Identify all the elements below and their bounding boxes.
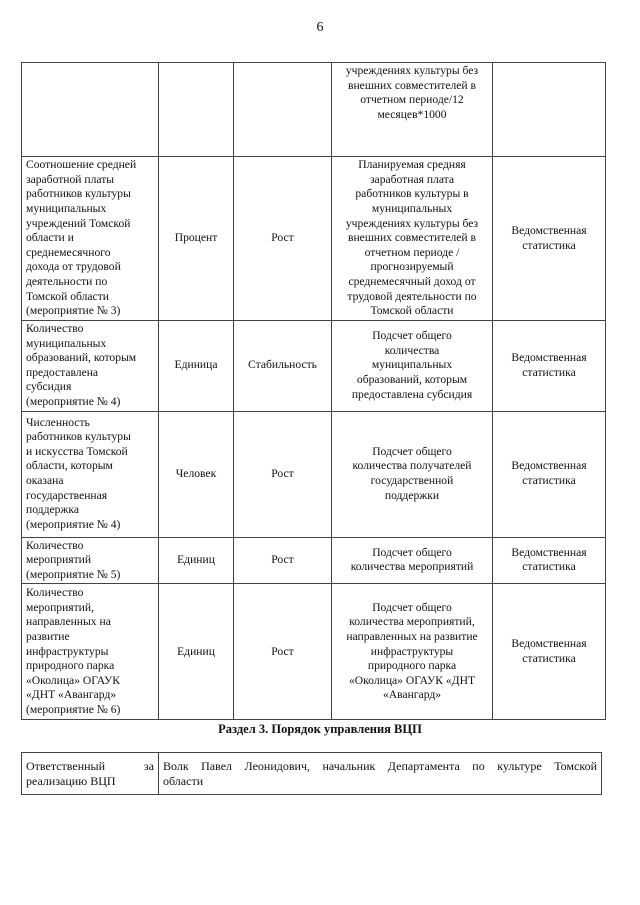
indicator-name-line: (мероприятие № 4): [26, 517, 121, 531]
method-line: поддержки: [384, 488, 440, 502]
source-cell: [493, 411, 606, 537]
unit-cell: Единиц: [159, 584, 234, 720]
responsible-value-line2: области: [163, 773, 204, 788]
indicator-name-line: мероприятий: [26, 553, 92, 567]
page-number: 6: [316, 20, 324, 35]
indicator-name-line: Количество: [26, 322, 84, 335]
table-row: [22, 63, 606, 157]
indicator-name-line: поддержка: [26, 503, 80, 517]
method-line: государственной: [370, 474, 454, 488]
method-line: отчетном периоде /: [364, 245, 460, 259]
indicator-name-line: области, которым: [26, 459, 113, 473]
source-line: Ведомственная: [511, 351, 587, 365]
table-row: [22, 411, 606, 537]
indicator-name-line: мероприятий,: [26, 600, 94, 614]
indicator-name-line: Количество: [26, 538, 84, 552]
indicator-name-cell: [22, 537, 159, 584]
indicator-name-line: Количество: [26, 586, 84, 600]
unit-cell: [159, 63, 234, 157]
method-line: «Авангард»: [382, 688, 442, 702]
method-cell: [332, 321, 493, 412]
indicator-name-line: субсидия: [26, 380, 72, 394]
method-line: «Околица» ОГАУК «ДНТ: [348, 673, 476, 687]
method-line: работников культуры в: [355, 187, 469, 201]
indicator-name-line: природного парка: [26, 659, 115, 673]
source-line: Ведомственная: [511, 545, 587, 559]
responsible-label-line2: реализацию ВЦП: [26, 773, 116, 788]
method-line: количества получателей: [352, 459, 472, 473]
indicator-name-line: «Околица» ОГАУК: [26, 673, 120, 687]
indicator-name-line: государственная: [26, 488, 108, 502]
responsible-label: [22, 753, 159, 795]
method-line: Подсчет общего: [372, 329, 452, 343]
method-cell: [332, 157, 493, 321]
indicator-name-line: муниципальных: [26, 202, 107, 216]
unit-cell: Единиц: [159, 537, 234, 584]
source-line: Ведомственная: [511, 223, 587, 237]
method-line: месяцев*1000: [377, 107, 447, 121]
indicator-name-line: (мероприятие № 5): [26, 567, 121, 581]
method-line: муниципальных: [371, 358, 453, 372]
table-row: [22, 584, 606, 720]
method-line: среднемесячный доход от: [348, 274, 476, 288]
indicator-name-line: среднемесячного: [26, 245, 111, 259]
indicator-name-cell: [22, 157, 159, 321]
source-line: статистика: [522, 238, 576, 252]
method-line: количества мероприятий: [350, 560, 474, 574]
indicator-name-line: образований, которым: [26, 351, 137, 365]
indicator-name-cell: [22, 584, 159, 720]
indicator-name-cell: [22, 63, 159, 157]
indicator-name-line: муниципальных: [26, 336, 107, 350]
source-line: статистика: [522, 651, 576, 665]
source-cell: [493, 157, 606, 321]
indicator-name-line: (мероприятие № 6): [26, 702, 121, 716]
table-row: [22, 537, 606, 584]
indicators-table: [21, 62, 606, 720]
indicator-name-line: предоставлена: [26, 365, 99, 379]
method-line: учреждениях культуры без: [345, 64, 479, 77]
indicator-name-line: деятельности по: [26, 274, 108, 288]
table-row: [22, 321, 606, 412]
method-line: природного парка: [367, 659, 457, 673]
source-cell: [493, 321, 606, 412]
method-line: инфраструктуры: [370, 644, 454, 658]
method-line: Томской области: [370, 304, 454, 318]
method-line: Подсчет общего: [372, 600, 452, 614]
method-line: Планируемая средняя: [358, 158, 466, 172]
indicator-name-line: учреждений Томской: [26, 216, 131, 230]
method-line: предоставлена субсидия: [351, 387, 473, 401]
indicator-name-line: Томской области: [26, 289, 109, 303]
method-cell: [332, 537, 493, 584]
method-line: направленных на развитие: [346, 629, 478, 643]
source-line: статистика: [522, 560, 576, 574]
source-cell: [493, 63, 606, 157]
indicator-name-cell: [22, 321, 159, 412]
method-cell: [332, 63, 493, 157]
management-table: [21, 752, 602, 795]
responsible-value-line1: Волк Павел Леонидович, начальник Департамента по культуре Томской: [163, 759, 597, 773]
unit-cell: Человек: [159, 411, 234, 537]
indicator-name-cell: [22, 411, 159, 537]
trend-cell: Рост: [234, 537, 332, 584]
source-cell: [493, 584, 606, 720]
method-line: учреждениях культуры без: [345, 216, 479, 230]
method-cell: [332, 584, 493, 720]
responsible-row: [22, 753, 602, 795]
method-line: количества мероприятий,: [349, 615, 475, 629]
indicator-name-line: заработной платы: [26, 172, 115, 186]
responsible-label-line1: Ответственный за: [26, 759, 154, 773]
source-line: Ведомственная: [511, 459, 587, 473]
section-title: Раздел 3. Порядок управления ВЦП: [218, 722, 422, 736]
indicator-name-line: Соотношение средней: [26, 158, 137, 172]
method-line: количества: [384, 343, 440, 357]
indicator-name-line: дохода от трудовой: [26, 260, 121, 274]
method-line: трудовой деятельности по: [347, 289, 477, 303]
indicator-name-line: развитие: [26, 629, 70, 643]
trend-cell: Рост: [234, 157, 332, 321]
trend-cell: [234, 63, 332, 157]
source-cell: [493, 537, 606, 584]
method-line: заработная плата: [369, 172, 455, 186]
method-cell: [332, 411, 493, 537]
unit-cell: Процент: [159, 157, 234, 321]
source-line: статистика: [522, 474, 576, 488]
method-line: муниципальных: [371, 202, 453, 216]
source-line: статистика: [522, 365, 576, 379]
indicator-name-line: направленных на: [26, 615, 111, 629]
trend-cell: Рост: [234, 584, 332, 720]
indicator-name-line: работников культуры: [26, 187, 131, 201]
trend-cell: Стабильность: [234, 321, 332, 412]
indicator-name-line: работников культуры: [26, 430, 131, 444]
indicator-name-line: и искусства Томской: [26, 444, 128, 458]
indicator-name-line: Численность: [26, 415, 90, 429]
indicator-name-line: инфраструктуры: [26, 644, 109, 658]
method-line: Подсчет общего: [372, 545, 452, 559]
source-line: Ведомственная: [511, 637, 587, 651]
method-line: прогнозируемый: [370, 260, 454, 274]
table-row: [22, 157, 606, 321]
indicator-name-line: (мероприятие № 3): [26, 304, 121, 318]
responsible-value: [159, 753, 602, 795]
indicator-name-line: «ДНТ «Авангард»: [26, 688, 117, 702]
method-line: внешних совместителей в: [348, 231, 476, 245]
method-line: внешних совместителей в: [348, 78, 476, 92]
indicator-name-line: оказана: [26, 474, 64, 488]
indicator-name-line: (мероприятие № 4): [26, 394, 121, 408]
unit-cell: Единица: [159, 321, 234, 412]
method-line: Подсчет общего: [372, 444, 452, 458]
indicator-name-line: области и: [26, 231, 74, 245]
method-line: образований, которым: [356, 373, 468, 387]
method-line: отчетном периоде/12: [360, 93, 464, 107]
trend-cell: Рост: [234, 411, 332, 537]
